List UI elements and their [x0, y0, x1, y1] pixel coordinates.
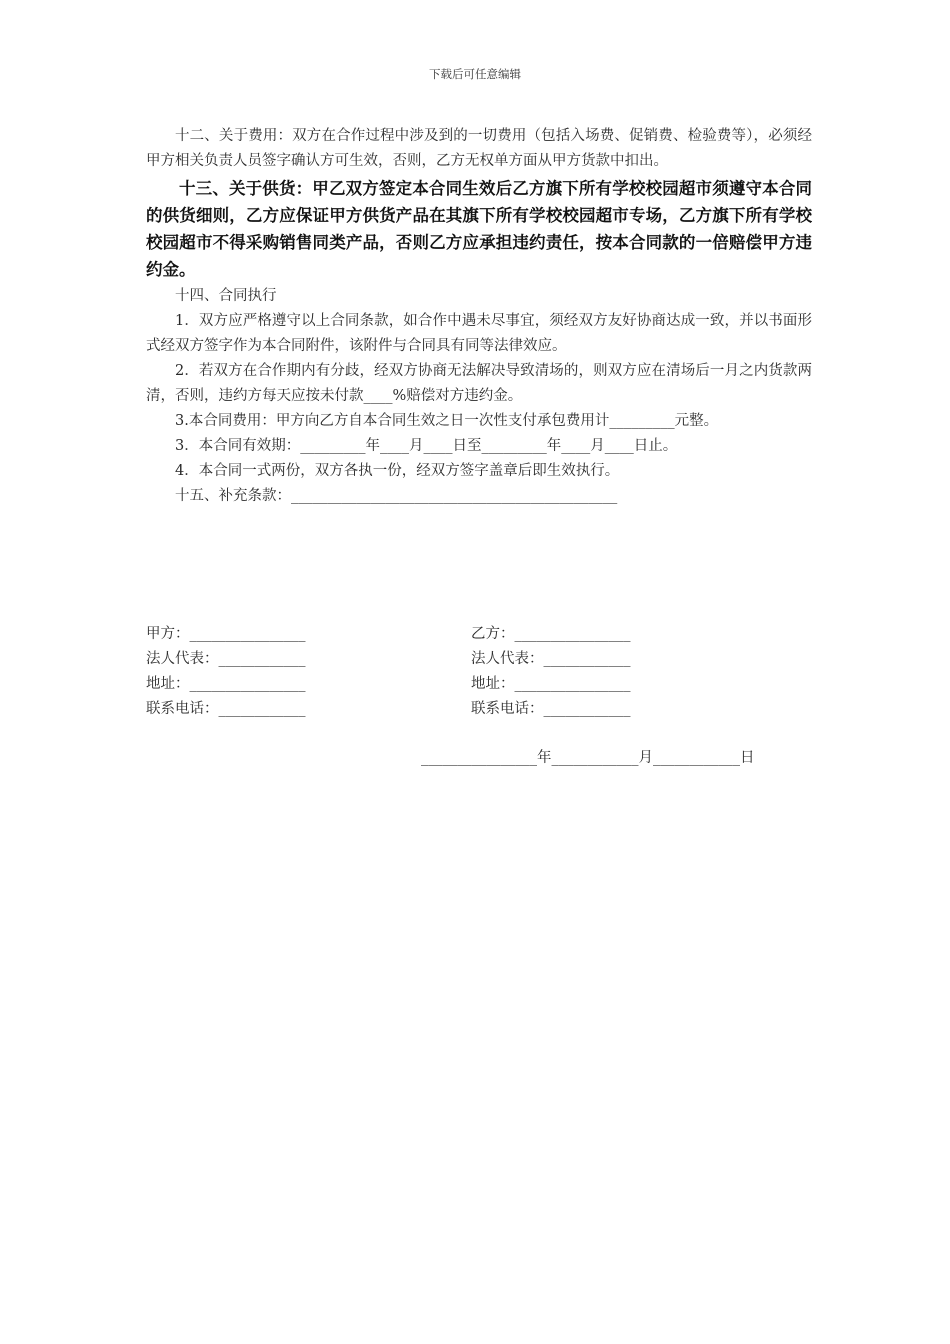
party-a-legal-rep: 法人代表：____________: [146, 651, 306, 667]
signing-date-line: ________________年____________月____________日: [421, 750, 755, 766]
clause-13-supply: 十三、关于供货：甲乙双方签定本合同生效后乙方旗下所有学校校园超市须遵守本合同的供货细则，乙方应保证甲方供货产品在其旗下所有学校校园超市专场，乙方旗下所有学校校园超市不得采购销售同类产品，否则乙方应承担违约责任，按本合同款的一倍赔偿甲方违约金。: [146, 179, 812, 279]
party-a-signature-block: [146, 622, 306, 722]
clause-14-item-3-fee: 3.本合同费用：甲方向乙方自本合同生效之日一次性支付承包费用计_________元整。: [175, 413, 719, 429]
clause-15-supplementary: 十五、补充条款：_____________________________________________: [175, 488, 618, 504]
clause-12-fees: 十二、关于费用：双方在合作过程中涉及到的一切费用（包括入场费、促销费、检验费等），必须经甲方相关负责人员签字确认方可生效，否则，乙方无权单方面从甲方货款中扣出。: [146, 128, 812, 169]
clause-14-item-1: 1．双方应严格遵守以上合同条款，如合作中遇未尽事宜，须经双方友好协商达成一致，并以书面形式经双方签字作为本合同附件，该附件与合同具有同等法律效应。: [146, 313, 812, 354]
page-header: 下载后可任意编辑: [429, 67, 521, 81]
party-a-name: 甲方：________________: [146, 626, 306, 642]
party-a-phone: 联系电话：____________: [146, 701, 306, 717]
party-b-signature-block: [471, 622, 631, 722]
party-a-address: 地址：________________: [146, 676, 306, 692]
clause-14-item-4: 4．本合同一式两份，双方各执一份，经双方签字盖章后即生效执行。: [175, 463, 620, 479]
party-b-phone: 联系电话：____________: [471, 701, 631, 717]
clause-14-item-3-term: 3．本合同有效期：_________年____月____日至_________年____月____日止。: [175, 438, 678, 454]
clause-14-heading: 十四、合同执行: [175, 288, 277, 304]
party-b-address: 地址：________________: [471, 676, 631, 692]
party-b-legal-rep: 法人代表：____________: [471, 651, 631, 667]
clause-14-item-2: 2．若双方在合作期内有分歧，经双方协商无法解决导致清场的，则双方应在清场后一月之内货款两清，否则，违约方每天应按未付款____%赔偿对方违约金。: [146, 363, 812, 404]
party-b-name: 乙方：________________: [471, 626, 631, 642]
contract-body: [146, 124, 812, 509]
